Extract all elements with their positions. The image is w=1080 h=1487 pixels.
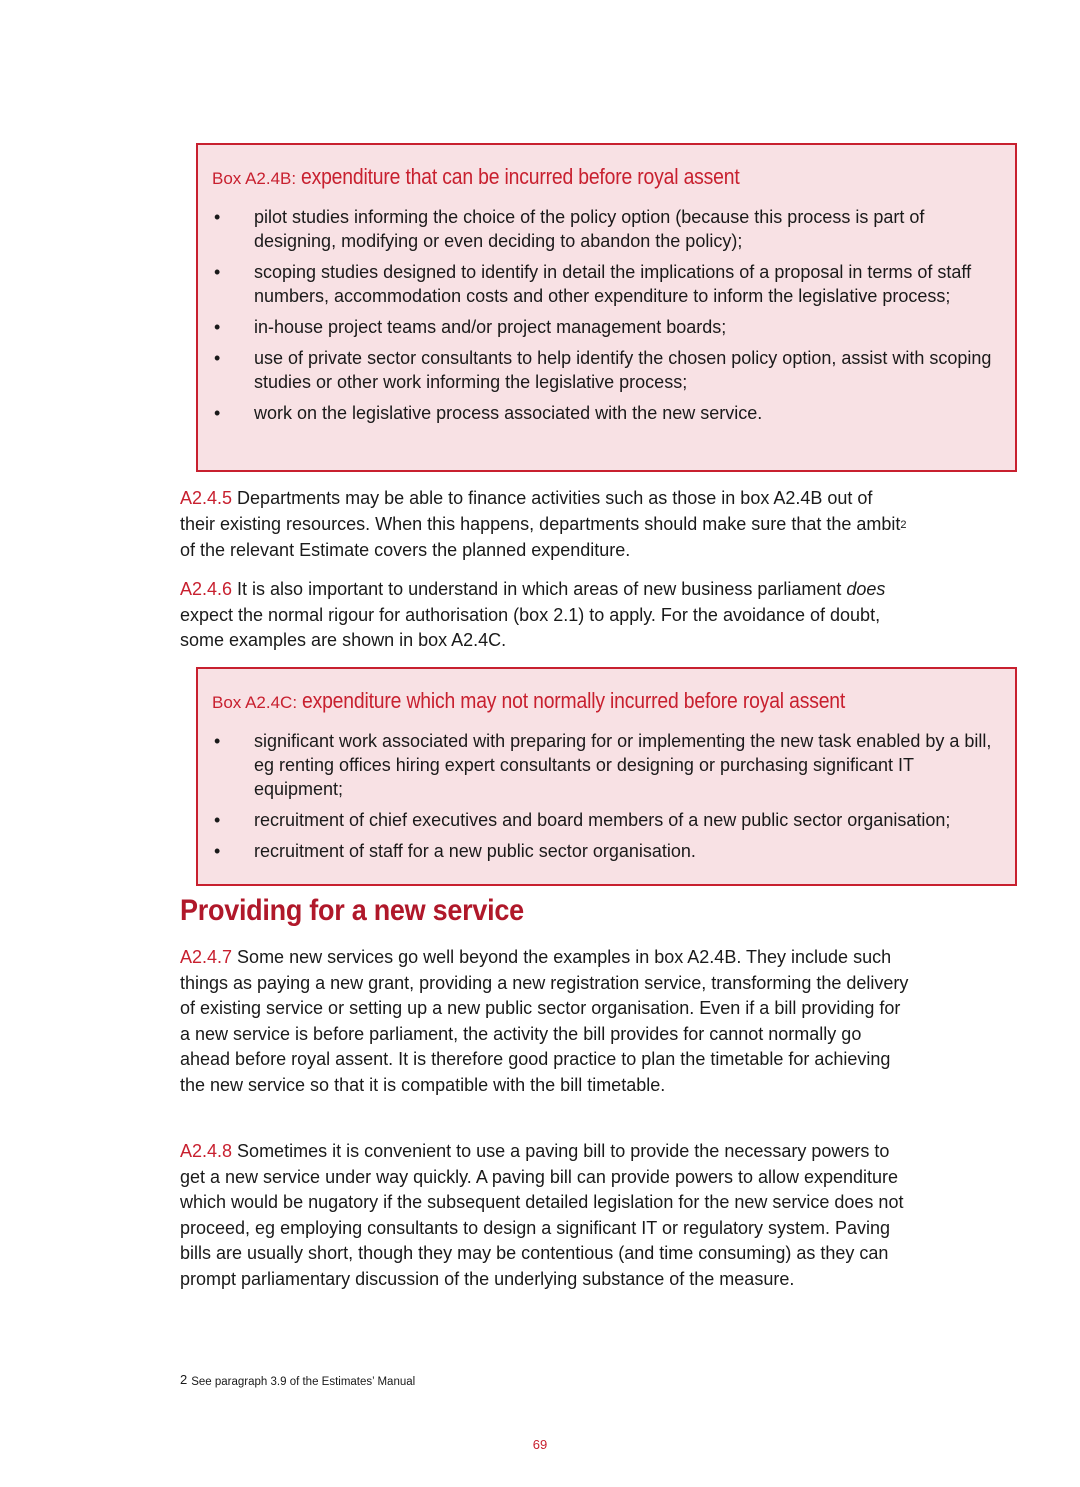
- bullet-icon: •: [214, 262, 221, 282]
- paragraph-number: A2.4.6: [180, 579, 233, 599]
- paragraph-number: A2.4.8: [180, 1141, 233, 1161]
- bullet-icon: •: [214, 403, 221, 423]
- footnote-text: See paragraph 3.9 of the Estimates’ Manual: [191, 1376, 416, 1388]
- list-item: • scoping studies designed to identify in detail the implications of a proposal in terms of staff numbers, accommodation costs and other expenditure to inform the legislative process;: [214, 262, 972, 306]
- list-item: • recruitment of chief executives and board members of a new public sector organisation;: [214, 810, 951, 830]
- box-a24c: [196, 667, 1017, 886]
- bullet-icon: •: [214, 841, 221, 861]
- box-a24b-title: [212, 163, 997, 193]
- list-item: • work on the legislative process associated with the new service.: [214, 403, 763, 423]
- list-item: • use of private sector consultants to help identify the chosen policy option, assist with scoping studies or other work informing the legislative process;: [214, 348, 992, 392]
- box-a24b-heading: expenditure that can be incurred before royal assent: [300, 164, 740, 189]
- box-a24b-id: Box A2.4B:: [212, 169, 297, 188]
- list-item: • pilot studies informing the choice of the policy option (because this process is part of designing, modifying or even deciding to abandon the policy);: [214, 207, 925, 251]
- bullet-icon: •: [214, 207, 221, 227]
- box-a24b: [196, 143, 1017, 472]
- list-item: • significant work associated with preparing for or implementing the new task enabled by a bill, eg renting offices hiring expert consultants or designing or purchasing significant IT equipment;: [214, 731, 992, 799]
- paragraph-a248: A2.4.8 Sometimes it is convenient to use a paving bill to provide the necessary powers to get a new service under way quickly. A paving bill can provide powers to allow expenditure which would be nugatory if the subsequent detailed legislation for the new service does not proceed, eg employing consultants to design a significant IT or regulatory system. Paving bills are usually short, though they may be contentious (and time consuming) as they can prompt parliamentary discussion of the underlying substance of the measure.: [180, 1141, 904, 1289]
- box-a24b-list: [212, 205, 997, 425]
- box-a24c-title: [212, 687, 997, 717]
- footnote-marker: 2: [180, 1372, 188, 1387]
- box-a24c-list: [212, 729, 997, 863]
- footnote-ref: 2: [900, 518, 907, 531]
- bullet-icon: •: [214, 348, 221, 368]
- paragraph-number: A2.4.5: [180, 488, 233, 508]
- list-item: • recruitment of staff for a new public sector organisation.: [214, 841, 696, 861]
- paragraph-a246: A2.4.6 It is also important to understand in which areas of new business parliament does expect the normal rigour for authorisation (box 2.1) to apply. For the avoidance of doubt, some examples are shown in box A2.4C.: [180, 579, 886, 650]
- bullet-icon: •: [214, 731, 221, 751]
- emphasis: does: [846, 579, 886, 599]
- footnote: [180, 1372, 415, 1388]
- box-a24c-heading: expenditure which may not normally incurred before royal assent: [301, 688, 845, 713]
- box-a24c-id: Box A2.4C:: [212, 693, 298, 712]
- bullet-icon: •: [214, 810, 221, 830]
- paragraph-a245: A2.4.5 Departments may be able to finance activities such as those in box A2.4B out of their existing resources. When this happens, departments should make sure that the ambit$^2$ of the relevant Estimate covers the planned expenditure.: [180, 488, 907, 560]
- section-heading: Providing for a new service: [180, 894, 524, 927]
- paragraph-number: A2.4.7: [180, 947, 233, 967]
- bullet-icon: •: [214, 317, 221, 337]
- list-item: • in-house project teams and/or project management boards;: [214, 317, 727, 337]
- paragraph-a247: A2.4.7 Some new services go well beyond the examples in box A2.4B. They include such things as paying a new grant, providing a new registration service, transforming the delivery of existing service or setting up a new public sector organisation. Even if a bill providing for a new service is before parliament, the activity the bill provides for cannot normally go ahead before royal assent. It is therefore good practice to plan the timetable for achieving the new service so that it is compatible with the bill timetable.: [180, 947, 909, 1095]
- page-number: 69: [532, 1437, 548, 1452]
